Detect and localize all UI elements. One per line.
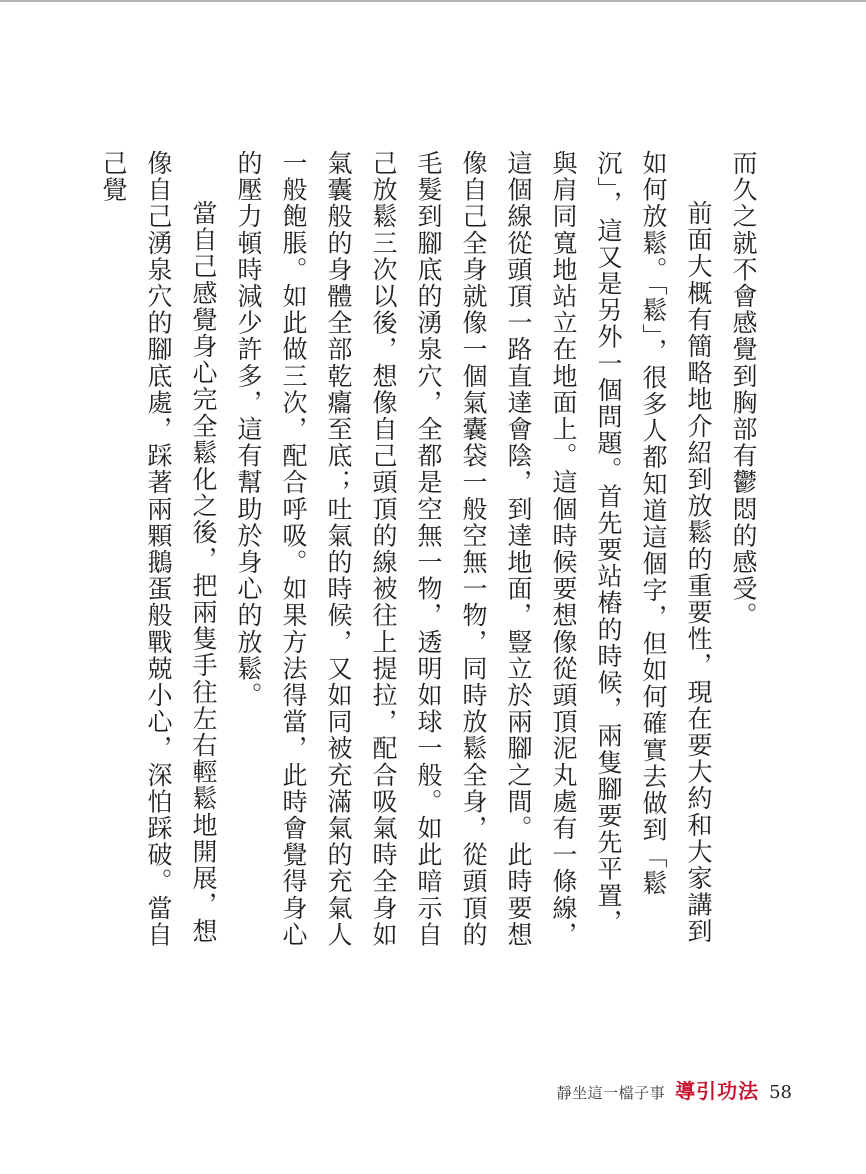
top-border-rule (0, 0, 866, 2)
paragraph-1: 而久之就不會感覺到胸部有鬱悶的感受。 (729, 150, 758, 629)
body-text (91, 150, 766, 950)
chapter-title: 導引功法 (675, 1079, 760, 1103)
paragraph-2: 前面大概有簡略地介紹到放鬆的重要性，現在要大約和大家講到如何放鬆。「鬆」，很多人都知道這個字，但如何確實去做到「鬆沉」，這又是另外一個問題。首先要站樁的時候，兩隻腳要先平置，與肩同寬地站立在地面上。這個時候要想像從頭頂泥丸處有一條線，這個線從頭頂一路直達會陰，到達地面，豎立於兩腳之間。此時要想像自己全身就像一個氣囊袋一般空無一物，同時放鬆全身，從頭頂的毛髮到腳底的湧泉穴，全都是空無一物，透明如球一般。如此暗示自己放鬆三次以後，想像自己頭頂的線被往上提拉，配合吸氣時全身如氣囊般的身體全部乾癟至底；吐氣的時候，又如同被充滿氣的充氣人一般飽脹。如此做三次，配合呼吸。如果方法得當，此時會覺得身心的壓力頓時減少許多，這有幫助於身心的放鬆。 (234, 150, 713, 948)
book-title: 靜坐這一檔子事 (556, 1084, 666, 1102)
page-number: 58 (769, 1082, 792, 1103)
paragraph-3: 當自己感覺身心完全鬆化之後，把兩隻手往左右輕鬆地開展，想像自己湧泉穴的腳底處，踩著兩顆鵝蛋般戰兢小心，深怕踩破。當自己覺 (99, 150, 218, 948)
page-footer (557, 1075, 792, 1104)
